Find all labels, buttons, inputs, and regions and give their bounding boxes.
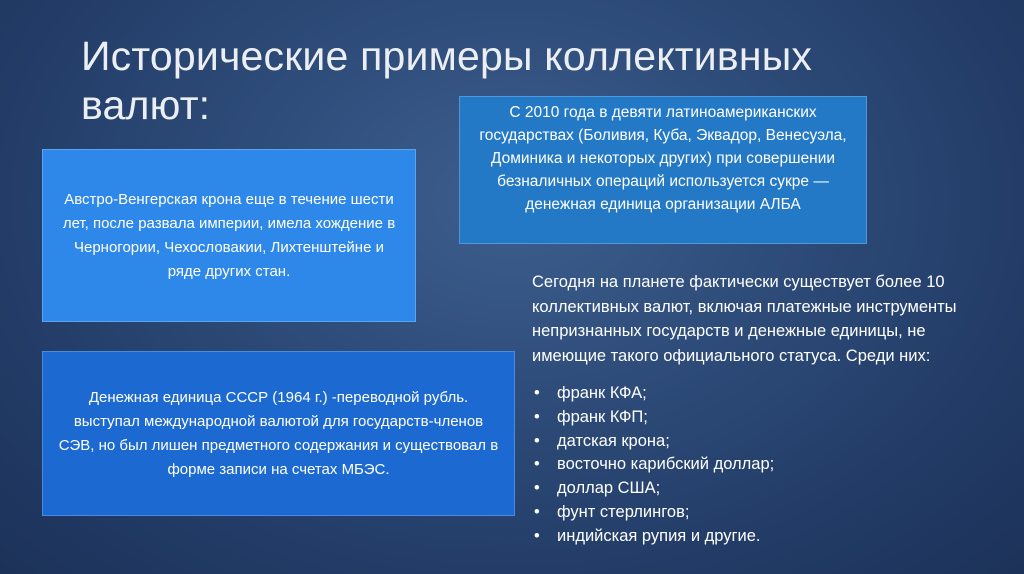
bullet-icon: • bbox=[534, 526, 540, 545]
list-item bbox=[532, 382, 1002, 406]
bullet-icon: • bbox=[534, 455, 540, 474]
list-item bbox=[532, 406, 1002, 430]
ussr-ruble-info-text: Денежная единица СССР (1964 г.) -переводной рубль. выступал международной валютой для государств-членов СЭВ, но был лишен предметного содержания и существовал в форме записи на счетах МБЭС. bbox=[58, 388, 499, 478]
bullet-icon: • bbox=[534, 407, 540, 426]
collective-currencies-section bbox=[532, 270, 1002, 549]
ussr-ruble-info-box bbox=[42, 351, 515, 516]
list-item bbox=[532, 501, 1002, 525]
bullet-icon: • bbox=[534, 431, 540, 450]
list-item bbox=[532, 430, 1002, 454]
list-item-text: восточно карибский доллар; bbox=[557, 455, 775, 474]
collective-currencies-intro: Сегодня на планете фактически существует более 10 коллективных валют, включая платежные инструменты непризнанных государств и денежные единицы, не имеющие такого официального статуса. Среди них: bbox=[532, 273, 957, 365]
sucre-info-box bbox=[459, 96, 867, 244]
list-item bbox=[532, 525, 1002, 549]
list-item-text: датская крона; bbox=[557, 431, 670, 450]
list-item bbox=[532, 453, 1002, 477]
bullet-icon: • bbox=[534, 384, 540, 402]
slide-title: Исторические примеры коллективных валют: bbox=[81, 33, 813, 128]
austria-hungary-info-box bbox=[42, 149, 416, 322]
list-item-text: фунт стерлингов; bbox=[557, 502, 690, 521]
list-item-text: франк КФП; bbox=[557, 407, 648, 426]
currency-list bbox=[532, 382, 1002, 549]
list-item-text: индийская рупия и другие. bbox=[557, 526, 761, 545]
list-item-text: франк КФА; bbox=[557, 384, 647, 402]
bullet-icon: • bbox=[534, 502, 540, 521]
bullet-icon: • bbox=[534, 479, 540, 498]
list-item-text: доллар США; bbox=[557, 479, 661, 498]
austria-hungary-info-text: Австро-Венгерская крона еще в течение шести лет, после развала империи, имела хождение в Черногории, Чехословакии, Лихтенштейне и ряде других стан. bbox=[62, 190, 396, 280]
list-item bbox=[532, 477, 1002, 501]
sucre-info-text: С 2010 года в девяти латиноамериканских государствах (Боливия, Куба, Эквадор, Венесуэла, Доминика и некоторых других) при совершении безналичных операций используется сукре — денежная единица организации АЛБА bbox=[479, 104, 847, 213]
